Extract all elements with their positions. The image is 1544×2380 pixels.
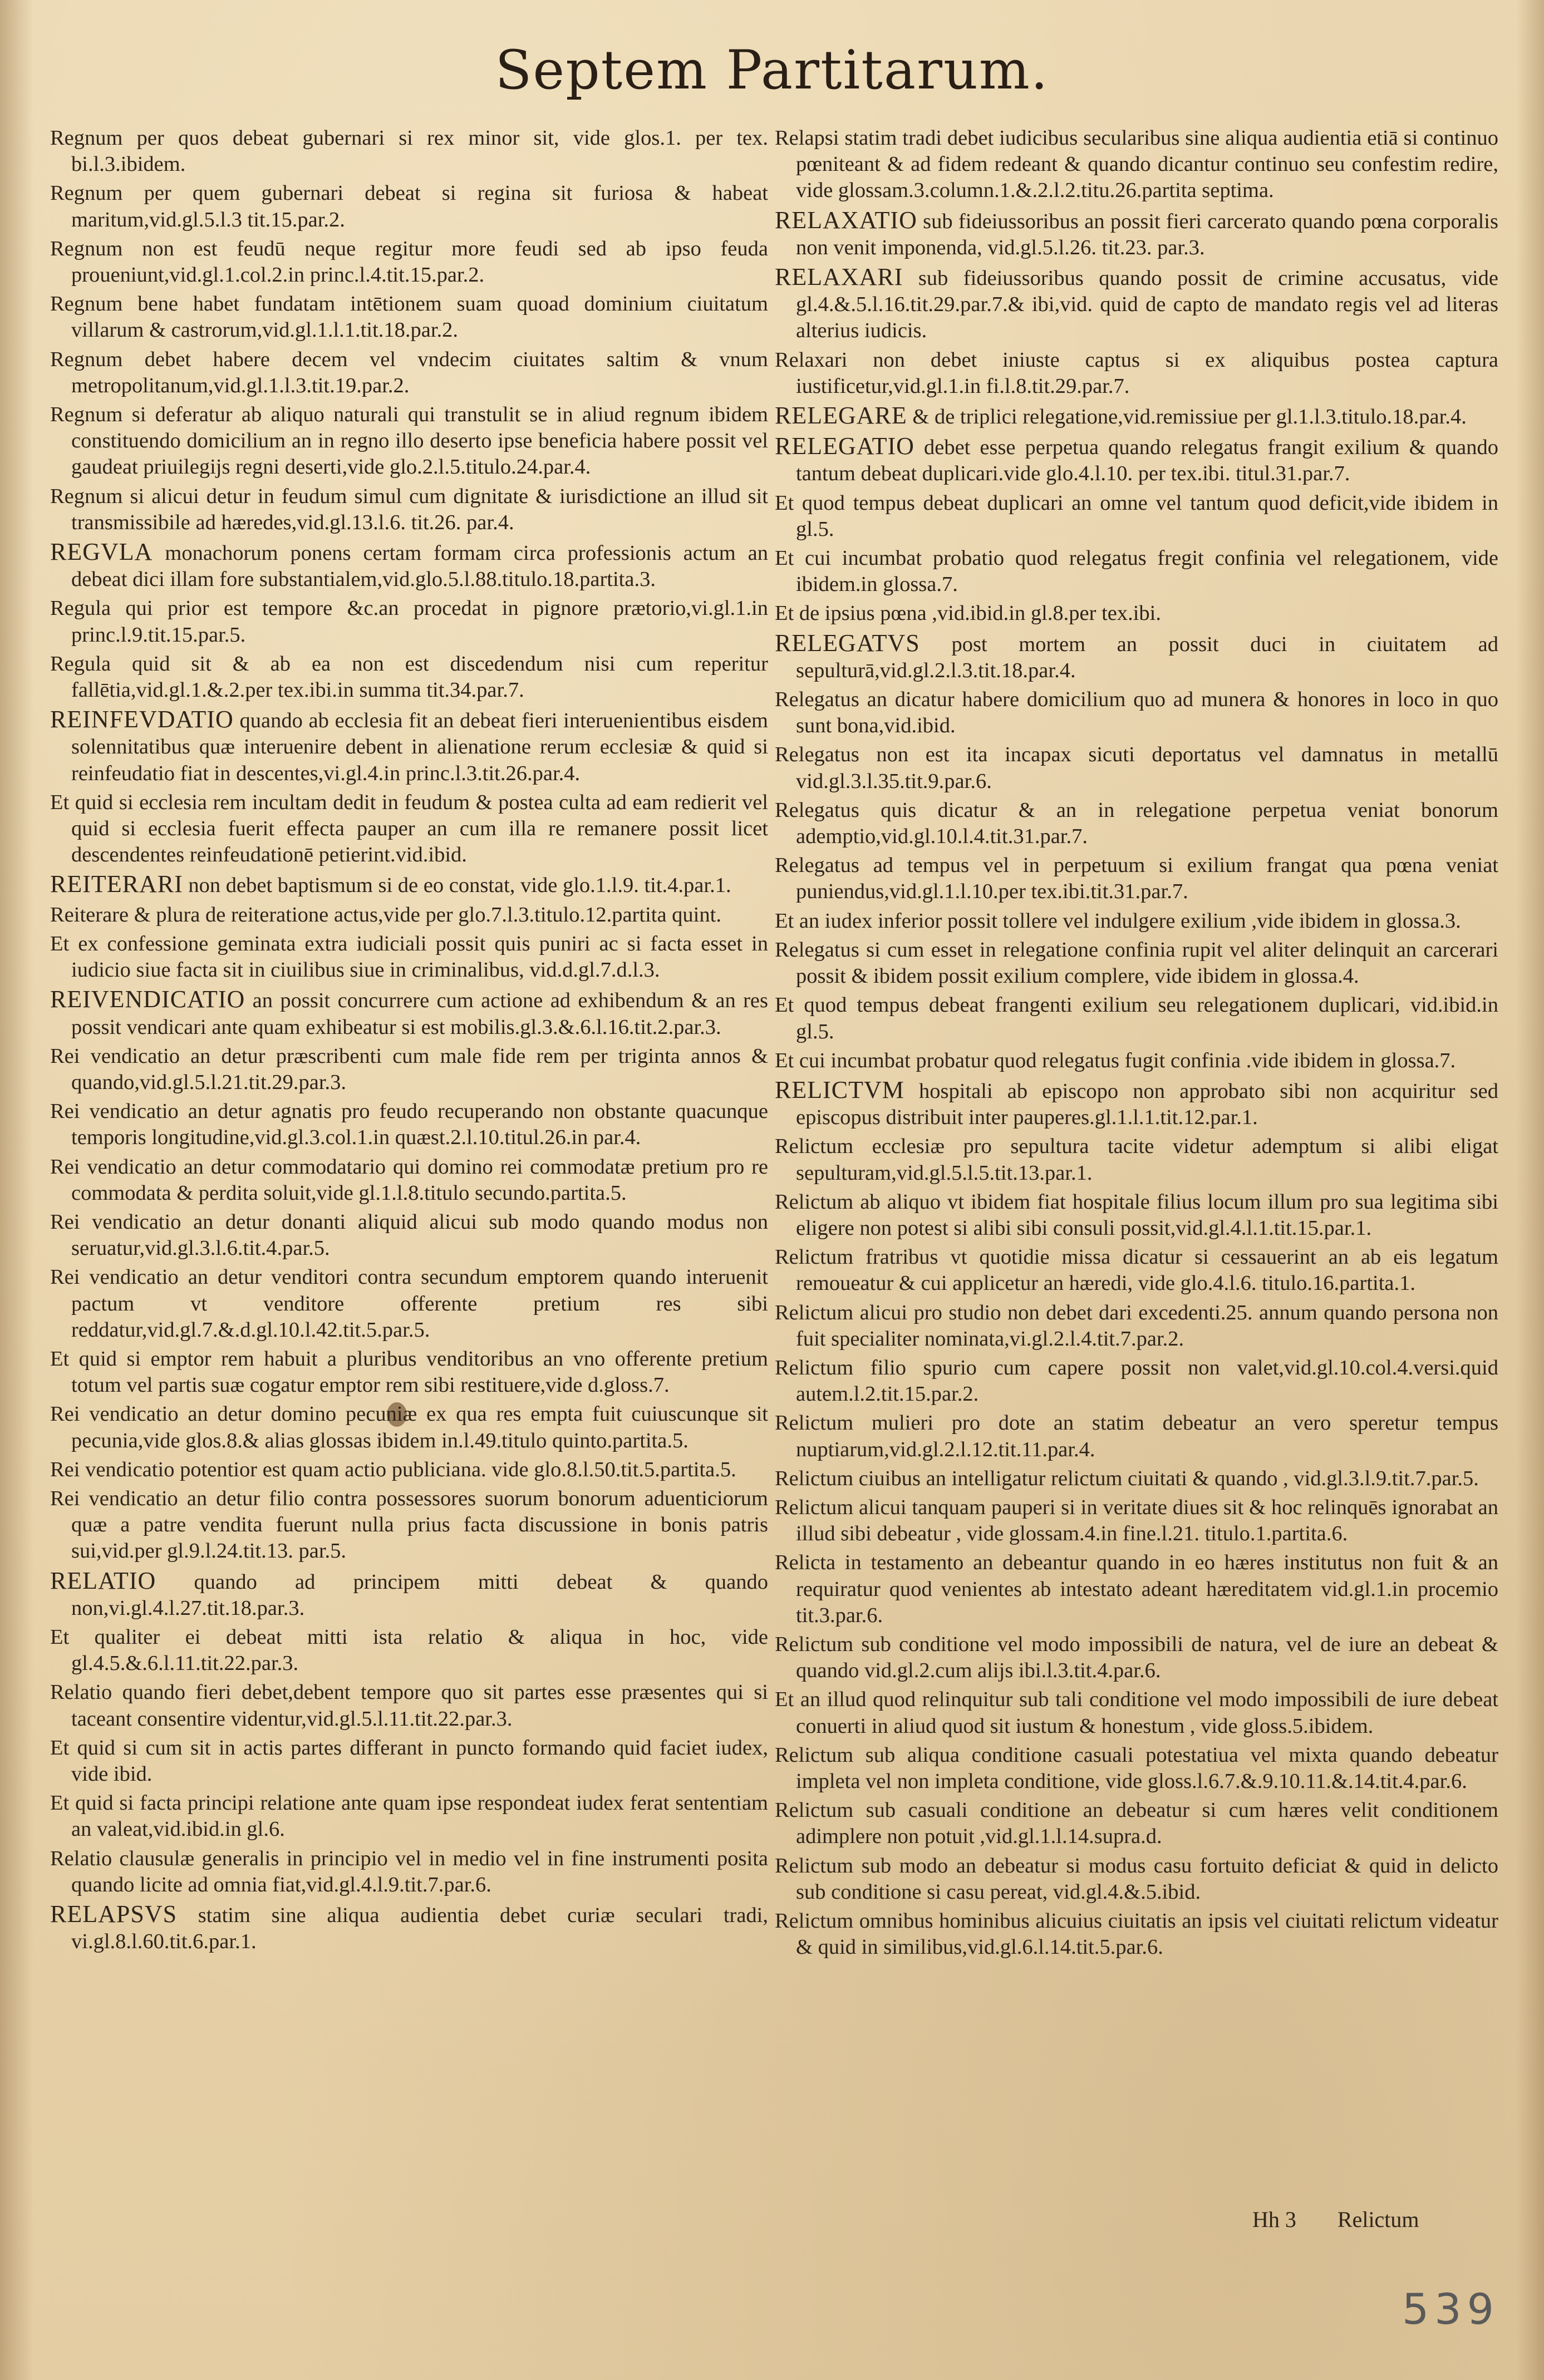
entry-text: Et qualiter ei debeat mitti ista relatio & aliqua in hoc, vide gl.4.5.&.6.l.11.tit.22.par.3. xyxy=(50,1625,768,1676)
index-entry xyxy=(50,595,768,648)
entry-headword: REIVENDICATIO xyxy=(50,985,245,1013)
index-entry xyxy=(775,600,1498,627)
index-entry xyxy=(50,902,768,928)
index-entry xyxy=(775,402,1498,430)
entry-headword: RELAPSVS xyxy=(50,1900,178,1928)
entry-text: Rei vendicatio an detur venditori contra secundum emptorem quando interuenit pactum vt venditore offerente pretium res sibi reddatur,vid.gl.7.&.d.gl.10.l.42.tit.5.par.5. xyxy=(50,1265,768,1342)
index-entry xyxy=(50,1679,768,1732)
entry-text: Relegatus si cum esset in relegatione confinia rupit vel aliter delinquit an carcerari possit & ibidem possit exilium complere, vide ibidem in glossa.4. xyxy=(775,938,1498,988)
entry-text: Relapsi statim tradi debet iudicibus secularibus sine aliqua audientia etiā si continuo pœniteant & ad fidem redeant & quando dicantur continuo seu confestim redire, vide glossam.3.column.1.&.2.l.2.titu.26.partita septima. xyxy=(775,126,1498,203)
entry-text: Rei vendicatio an detur commodatario qui domino rei commodatæ pretium pro re commodata & perdita soluit,vide gl.1.l.8.titulo secundo.partita.5. xyxy=(50,1155,768,1205)
catchword: Relictum xyxy=(1337,2207,1419,2232)
entry-text: Rei vendicatio potentior est quam actio publiciana. vide glo.8.l.50.tit.5.partita.5. xyxy=(50,1457,736,1481)
entry-text: Regnum non est feudū neque regitur more feudi sed ab ipso feuda proueniunt,vid.gl.1.col.2.in princ.l.4.tit.15.par.2. xyxy=(50,236,768,287)
entry-text: Et cui incumbat probatur quod relegatus fugit confinia .vide ibidem in glossa.7. xyxy=(775,1048,1456,1072)
entry-text: Relictum alicui tanquam pauperi si in veritate diues sit & hoc relinquēs ignorabat an illud sibi debeatur , vide glossam.4.in fine.l.21. titulo.1.partita.6. xyxy=(775,1495,1498,1546)
handwritten-folio-number: 539 xyxy=(1402,2284,1499,2334)
index-entry xyxy=(775,1355,1498,1407)
index-entry xyxy=(50,1209,768,1262)
index-entry xyxy=(50,1154,768,1206)
entry-text: Reiterare & plura de reiteratione actus,vide per glo.7.l.3.titulo.12.partita quint. xyxy=(50,903,721,927)
entry-text: Relictum alicui pro studio non debet dari excedenti.25. annum quando persona non fuit specialiter nominata,vi.gl.2.l.4.tit.7.par.2. xyxy=(775,1300,1498,1351)
index-entry xyxy=(50,291,768,343)
entry-text: Relictum ciuibus an intelligatur relictum ciuitati & quando , vid.gl.3.l.9.tit.7.par.5. xyxy=(775,1466,1479,1490)
index-entry xyxy=(775,742,1498,794)
entry-text: Relatio clausulæ generalis in principio vel in medio vel in fine instrumenti posita quando licite ad omnia fiat,vid.gl.4.l.9.tit.7.par.6. xyxy=(50,1846,768,1896)
index-entry xyxy=(50,1624,768,1677)
index-entry xyxy=(50,1264,768,1343)
entry-text: Et quid si cum sit in actis partes differant in puncto formando quid faciet iudex, vide ibid. xyxy=(50,1736,768,1786)
index-entry xyxy=(50,706,768,787)
index-entry xyxy=(775,1550,1498,1629)
entry-text: hospitali ab episcopo non approbato sibi non acquiritur sed episcopus distribuit inter pauperes.gl.1.l.1.tit.12.par.1. xyxy=(796,1079,1498,1130)
index-entry xyxy=(775,630,1498,684)
index-entry xyxy=(775,1189,1498,1241)
index-entry xyxy=(775,1797,1498,1850)
index-entry xyxy=(775,1466,1498,1492)
index-entry xyxy=(50,347,768,399)
entry-text: Rei vendicatio an detur filio contra possessores suorum bonorum aduenticiorum quæ a patre vendita fuerunt nulla prius facta discussione in bonis patris sui,vid.per gl.9.l.24.tit.13. par.5. xyxy=(50,1486,768,1563)
entry-headword: RELEGARE xyxy=(775,402,907,430)
index-entry xyxy=(775,853,1498,905)
entry-text: Relictum ecclesiæ pro sepultura tacite videtur ademptum si alibi eligat sepulturam,vid.gl.5.l.5.tit.13.par.1. xyxy=(775,1135,1498,1185)
entry-text: Relegatus quis dicatur & an in relegatione perpetua veniat bonorum ademptio,vid.gl.10.l.4.tit.31.par.7. xyxy=(775,798,1498,849)
index-entry xyxy=(50,1098,768,1151)
entry-text: Et quod tempus debeat duplicari an omne vel tantum quod deficit,vide ibidem in gl.5. xyxy=(775,491,1498,541)
entry-text: Relictum sub aliqua conditione casuali potestatiua vel mixta quando debeatur impleta vel non impleta conditione, vide gloss.l.6.7.&.9.10.11.&.14.tit.4.par.6. xyxy=(775,1743,1498,1793)
running-title: Septem Partitarum. xyxy=(495,39,1049,101)
entry-text: Regula quid sit & ab ea non est discedendum nisi cum reperitur fallētia,vid.gl.1.&.2.per tex.ibi.in summa tit.34.par.7. xyxy=(50,652,768,702)
index-entry xyxy=(775,1300,1498,1352)
index-entry xyxy=(50,1901,768,1955)
entry-text: Relatio quando fieri debet,debent tempore quo sit partes esse præsentes qui si taceant consentire videntur,vid.gl.5.l.11.tit.22.par.3. xyxy=(50,1681,768,1731)
entry-text: Relictum ab aliquo vt ibidem fiat hospitale filius locum illum pro sua legitima sibi eligere non potest si alibi sibi consuli possit,vid.gl.4.l.1.tit.15.par.1. xyxy=(775,1190,1498,1240)
entry-text: Et cui incumbat probatio quod relegatus fregit confinia vel relegationem, vide ibidem.in glossa.7. xyxy=(775,546,1498,597)
page-edge-shadow-right xyxy=(1516,0,1544,2380)
index-entry xyxy=(775,207,1498,261)
entry-text: debet esse perpetua quando relegatus frangit exilium & quando tantum debeat duplicari.vide glo.4.l.10. per tex.ibi. titul.31.par.7. xyxy=(796,436,1498,486)
index-entry xyxy=(775,937,1498,989)
entry-text: Relictum filio spurio cum capere possit non valet,vid.gl.10.col.4.versi.quid autem.l.2.tit.15.par.2. xyxy=(775,1356,1498,1406)
entry-headword: REITERARI xyxy=(50,870,183,898)
entry-headword: RELICTVM xyxy=(775,1076,904,1103)
index-entry xyxy=(50,1457,768,1483)
entry-headword: RELAXARI xyxy=(775,263,903,291)
entry-text: Rei vendicatio an detur domino pecuniæ ex qua res empta fuit cuiuscunque sit pecunia,vide glos.8.& alias glossas ibidem in.l.49.titulo quinto.partita.5. xyxy=(50,1402,768,1452)
index-entry xyxy=(50,871,768,899)
index-entry xyxy=(50,790,768,869)
index-entry xyxy=(775,490,1498,543)
index-entry xyxy=(775,125,1498,204)
left-column xyxy=(50,125,768,1958)
entry-headword: RELATIO xyxy=(50,1566,156,1594)
entry-text: Relictum sub casuali conditione an debeatur si cum hæres velit conditionem adimplere non potuit ,vid.gl.1.l.14.supra.d. xyxy=(775,1798,1498,1849)
entry-text: Regnum si deferatur ab aliquo naturali qui transtulit se in aliud regnum ibidem constituendo domicilium an in regno illo deserto ipse beneficia habere possit vel gaudeat priuilegijs regni deserti,vide glo.2.l.5.titulo.24.par.4. xyxy=(50,403,768,479)
index-entry xyxy=(50,484,768,536)
index-entry xyxy=(50,1401,768,1453)
entry-text: Et quid si facta principi relatione ante quam ipse respondeat iudex ferat sententiam an valeat,vid.ibid.in gl.6. xyxy=(50,1791,768,1841)
entry-text: Et quod tempus debeat frangenti exilium seu relegationem duplicari, vid.ibid.in gl.5. xyxy=(775,993,1498,1043)
index-entry xyxy=(775,797,1498,850)
entry-text: Et an illud quod relinquitur sub tali conditione vel modo impossibili de iure debeat conuerti in aliud quod sit iustum & honestum , vide gloss.5.ibidem. xyxy=(775,1688,1498,1738)
index-entry xyxy=(50,1790,768,1842)
entry-text: an possit concurrere cum actione ad exhibendum & an res possit vendicari ante quam exhibeatur si est mobilis.gl.3.&.6.l.16.tit.2.par.3. xyxy=(71,989,768,1039)
entry-text: Relegatus an dicatur habere domicilium quo ad munera & honores in loco in quo sunt bona,vid.ibid. xyxy=(775,688,1498,738)
entry-text: Relictum sub conditione vel modo impossibili de natura, vel de iure an debeat & quando vid.gl.2.cum alijs ibi.l.3.tit.4.par.6. xyxy=(775,1632,1498,1683)
index-entry xyxy=(50,1346,768,1398)
entry-text: Relictum sub modo an debeatur si modus casu fortuito deficiat & quid in delicto sub conditione si casu pereat, vid.gl.4.&.5.ibid. xyxy=(775,1854,1498,1904)
entry-text: Et de ipsius pœna ,vid.ibid.in gl.8.per tex.ibi. xyxy=(775,602,1161,625)
entry-text: Relegatus ad tempus vel in perpetuum si exilium frangat qua pœna veniat puniendus,vid.gl.1.l.10.per tex.ibi.tit.31.par.7. xyxy=(775,854,1498,904)
entry-headword: REGVLA xyxy=(50,538,153,566)
entry-text: monachorum ponens certam formam circa professionis actum an debeat dici illam fore substantialem,vid.glo.5.l.88.titulo.18.partita.3. xyxy=(71,541,768,592)
entry-text: statim sine aliqua audientia debet curiæ seculari tradi, vi.gl.8.l.60.tit.6.par.1. xyxy=(71,1904,768,1954)
entry-text: quando ad principem mitti debeat & quando non,vi.gl.4.l.27.tit.18.par.3. xyxy=(71,1570,768,1620)
index-entry xyxy=(775,433,1498,487)
entry-text: sub fideiussoribus an possit fieri carcerato quando pœna corporalis non venit imponenda, vid.gl.5.l.26. tit.23. par.3. xyxy=(796,209,1498,259)
index-entry xyxy=(775,1908,1498,1960)
index-entry xyxy=(50,236,768,288)
index-entry xyxy=(775,1853,1498,1905)
entry-text: Regnum debet habere decem vel vndecim ciuitates saltim & vnum metropolitanum,vid.gl.1.l.3.tit.19.par.2. xyxy=(50,347,768,397)
entry-text: sub fideiussoribus quando possit de crimine accusatus, vide gl.4.&.5.l.16.tit.29.par.7.& ibi,vid. quid de capto de mandato regis vel ad literas alterius iudicis. xyxy=(796,267,1498,343)
index-entry xyxy=(50,1735,768,1787)
entry-text: Et an iudex inferior possit tollere vel indulgere exilium ,vide ibidem in glossa.3. xyxy=(775,909,1461,933)
index-entry xyxy=(50,402,768,481)
index-entry xyxy=(775,687,1498,739)
index-entry xyxy=(775,1077,1498,1131)
entry-text: quando ab ecclesia fit an debeat fieri interuenientibus eisdem solennitatibus quæ interuenire debent in alienatione rerum ecclesiæ & quid si reinfeudatio fiat in descentes,vi.gl.4.in princ.l.3.tit.26.par.4. xyxy=(71,709,768,785)
index-entry xyxy=(50,1043,768,1096)
entry-text: post mortem an possit duci in ciuitatem ad sepulturā,vid.gl.2.l.3.tit.18.par.4. xyxy=(796,632,1498,682)
entry-headword: REINFEVDATIO xyxy=(50,706,234,733)
entry-text: Et ex confessione geminata extra iudiciali possit quis puniri ac si facta esset in iudicio siue facta sit in ciuilibus siue in criminalibus, vid.d.gl.7.d.l.3. xyxy=(50,932,768,982)
index-entry xyxy=(50,1486,768,1565)
entry-text: Regnum per quos debeat gubernari si rex minor sit, vide glos.1. per tex. bi.l.3.ibidem. xyxy=(50,126,768,176)
index-entry xyxy=(775,545,1498,598)
entry-text: Et quid si ecclesia rem incultam dedit in feudum & postea culta ad eam redierit vel quid si ecclesia fuerit effecta pauper an cum illa re remanere possit licet descendentes reinfeudationē petierint.vid.ibid. xyxy=(50,790,768,867)
index-entry xyxy=(50,1846,768,1898)
entry-text: Regula qui prior est tempore &c.an procedat in pignore prætorio,vi.gl.1.in princ.l.9.tit.15.par.5. xyxy=(50,597,768,647)
index-entry xyxy=(775,264,1498,344)
index-entry xyxy=(775,1134,1498,1186)
entry-headword: RELEGATIO xyxy=(775,432,914,460)
entry-text: Relictum fratribus vt quotidie missa dicatur si cessauerint an ab eis legatum remoueatur & cui applicetur an hæredi, vide glo.4.l.6. titulo.16.partita.1. xyxy=(775,1245,1498,1295)
entry-text: Regnum bene habet fundatam intētionem suam quoad dominium ciuitatum villarum & castrorum,vid.gl.1.l.1.tit.18.par.2. xyxy=(50,292,768,342)
entry-text: Rei vendicatio an detur agnatis pro feudo recuperando non obstante quacunque temporis longitudine,vid.gl.3.col.1.in quæst.2.l.10.titul.26.in par.4. xyxy=(50,1100,768,1150)
entry-text: Relaxari non debet iniuste captus si ex aliquibus postea captura iustificetur,vid.gl.1.in fi.l.8.tit.29.par.7. xyxy=(775,348,1498,398)
index-entry xyxy=(775,1048,1498,1074)
index-entry xyxy=(775,1410,1498,1462)
signature-mark: Hh 3 xyxy=(1252,2207,1296,2232)
entry-text: Relictum mulieri pro dote an statim debeatur an vero speretur tempus nuptiarum,vid.gl.2.l.12.tit.11.par.4. xyxy=(775,1411,1498,1461)
index-entry xyxy=(775,1244,1498,1297)
index-entry xyxy=(775,1742,1498,1795)
index-entry xyxy=(50,180,768,233)
index-entry xyxy=(50,986,768,1040)
entry-text: non debet baptismum si de eo constat, vide glo.1.l.9. tit.4.par.1. xyxy=(183,874,731,898)
entry-text: Relictum omnibus hominibus alicuius ciuitatis an ipsis vel ciuitati relictum videatur & quid in similibus,vid.gl.6.l.14.tit.5.par.6. xyxy=(775,1909,1498,1959)
entry-text: Regnum si alicui detur in feudum simul cum dignitate & iurisdictione an illud sit transmissibile ad hæredes,vid.gl.13.l.6. tit.26. par.4. xyxy=(50,484,768,534)
index-entry xyxy=(775,1687,1498,1739)
entry-text: Et quid si emptor rem habuit a pluribus venditoribus an vno offerente pretium totum vel partis suæ cogatur emptor rem sibi restituere,vide d.gloss.7. xyxy=(50,1347,768,1397)
index-entry xyxy=(50,931,768,983)
right-column xyxy=(775,125,1498,1963)
entry-text: Rei vendicatio an detur donanti aliquid alicui sub modo quando modus non seruatur,vid.gl.3.l.6.tit.4.par.5. xyxy=(50,1210,768,1260)
page-edge-shadow-left xyxy=(0,0,33,2380)
index-entry xyxy=(50,539,768,593)
entry-text: Relicta in testamento an debeantur quando in eo hæres institutus non fuit & an requiratur quod venientes ab intestato adeant hæreditatem vid.gl.1.in procemio tit.3.par.6. xyxy=(775,1551,1498,1627)
index-entry xyxy=(50,651,768,703)
index-entry xyxy=(50,1568,768,1622)
index-entry xyxy=(775,347,1498,400)
index-entry xyxy=(775,1632,1498,1684)
page-footer xyxy=(1252,2206,1455,2233)
index-entry xyxy=(775,908,1498,934)
index-entry xyxy=(775,992,1498,1044)
entry-text: & de triplici relegatione,vid.remissiue per gl.1.l.3.titulo.18.par.4. xyxy=(907,405,1467,429)
entry-text: Rei vendicatio an detur præscribenti cum male fide rem per triginta annos & quando,vid.gl.5.l.21.tit.29.par.3. xyxy=(50,1044,768,1094)
entry-text: Regnum per quem gubernari debeat si regina sit furiosa & habeat maritum,vid.gl.5.l.3 tit.15.par.2. xyxy=(50,181,768,231)
index-entry xyxy=(775,1495,1498,1547)
index-entry xyxy=(50,125,768,178)
entry-headword: RELAXATIO xyxy=(775,206,917,234)
entry-headword: RELEGATVS xyxy=(775,629,920,657)
entry-text: Relegatus non est ita incapax sicuti deportatus vel damnatus in metallū vid.gl.3.l.35.tit.9.par.6. xyxy=(775,743,1498,793)
